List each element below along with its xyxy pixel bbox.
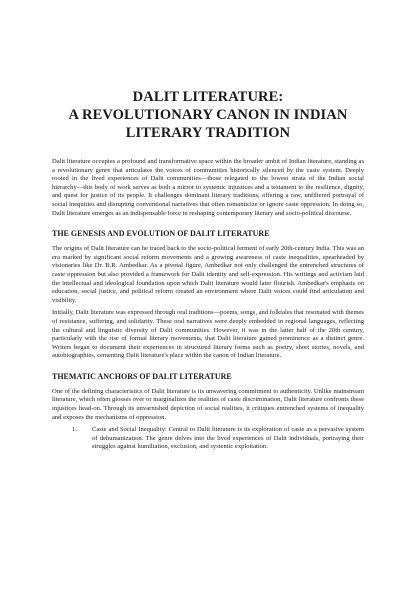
page-title (52, 88, 364, 142)
thematic-paragraph-1: One of the defining characteristics of Dalit literature is its unwavering commitment to authenticity. Unlike mainstream literature, which often glosses over or marginalizes the realities of caste discrimination, Dalit literature confronts these injustices head-on. Through its unvarnished depiction of social realities, it critiques entrenched systems of inequality and exposes the mechanisms of oppression. (52, 387, 364, 421)
genesis-paragraph-1: The origins of Dalit literature can be traced back to the socio-political ferment of early 20th-century India. This was an era marked by significant social reform movements and a growing awareness of caste inequalities, spearheaded by visionaries like Dr. B.R. Ambedkar. As a pivotal figure, Ambedkar not only challenged the entrenched structures of caste oppression but also provided a framework for Dalit identity and self-expression. His writings and activism laid the intellectual and ideological foundation upon which Dalit literature would later flourish. Ambedkar's emphasis on education, social justice, and political reform created an environment where Dalit voices could find articulation and visibility. (52, 245, 364, 304)
title-line-1: DALIT LITERATURE: (132, 89, 284, 105)
title-line-3: LITERARY TRADITION (125, 125, 291, 141)
list-item-number: 1. (72, 426, 77, 434)
title-line-2: A REVOLUTIONARY CANON IN INDIAN (68, 107, 348, 123)
intro-paragraph: Dalit literature occupies a profound and transformative space within the broader ambit of Indian literature, standing as a revolutionary genre that articulates the voices of communities historically silenced by the caste system. Deeply rooted in the lived experiences of Dalit communities—those relegated to the lowest strata of the Indian social hierarchy—this body of work serves as both a mirror to systemic injustices and a testament to the resilience, dignity, and quest for justice of its people. It challenges dominant literary traditions, offering a raw, unfiltered portrayal of social inequities and disrupting conventional narratives that often romanticize or ignore caste oppression. In doing so, Dalit literature emerges as an indispensable force in reshaping contemporary literary and socio-political discourse. (52, 158, 364, 217)
list-item (52, 426, 364, 452)
list-item-text: Caste and Social Inequality: Central to Dalit literature is its exploration of caste as a pervasive system of dehumanization. The genre delves into the lived experiences of Dalit individuals, portraying their struggles against humiliation, exclusion, and systemic exploitation. (92, 426, 364, 451)
genesis-paragraph-2: Initially, Dalit literature was expressed through oral traditions—poems, songs, and folktales that resonated with themes of resistance, suffering, and solidarity. These oral narratives were deeply embedded in regional languages, reflecting the cultural and linguistic diversity of Dalit communities. However, it was in the latter half of the 20th century, particularly with the rise of formal literary movements, that Dalit literature gained prominence as a distinct genre. Writers began to document their experiences in structured literary forms such as poetry, short stories, novels, and autobiographies, cementing Dalit literature's place within the canon of Indian literature. (52, 309, 364, 360)
section-heading-thematic: THEMATIC ANCHORS OF DALIT LITERATURE (52, 371, 232, 381)
section-heading-genesis: THE GENESIS AND EVOLUTION OF DALIT LITERATURE (52, 229, 270, 239)
